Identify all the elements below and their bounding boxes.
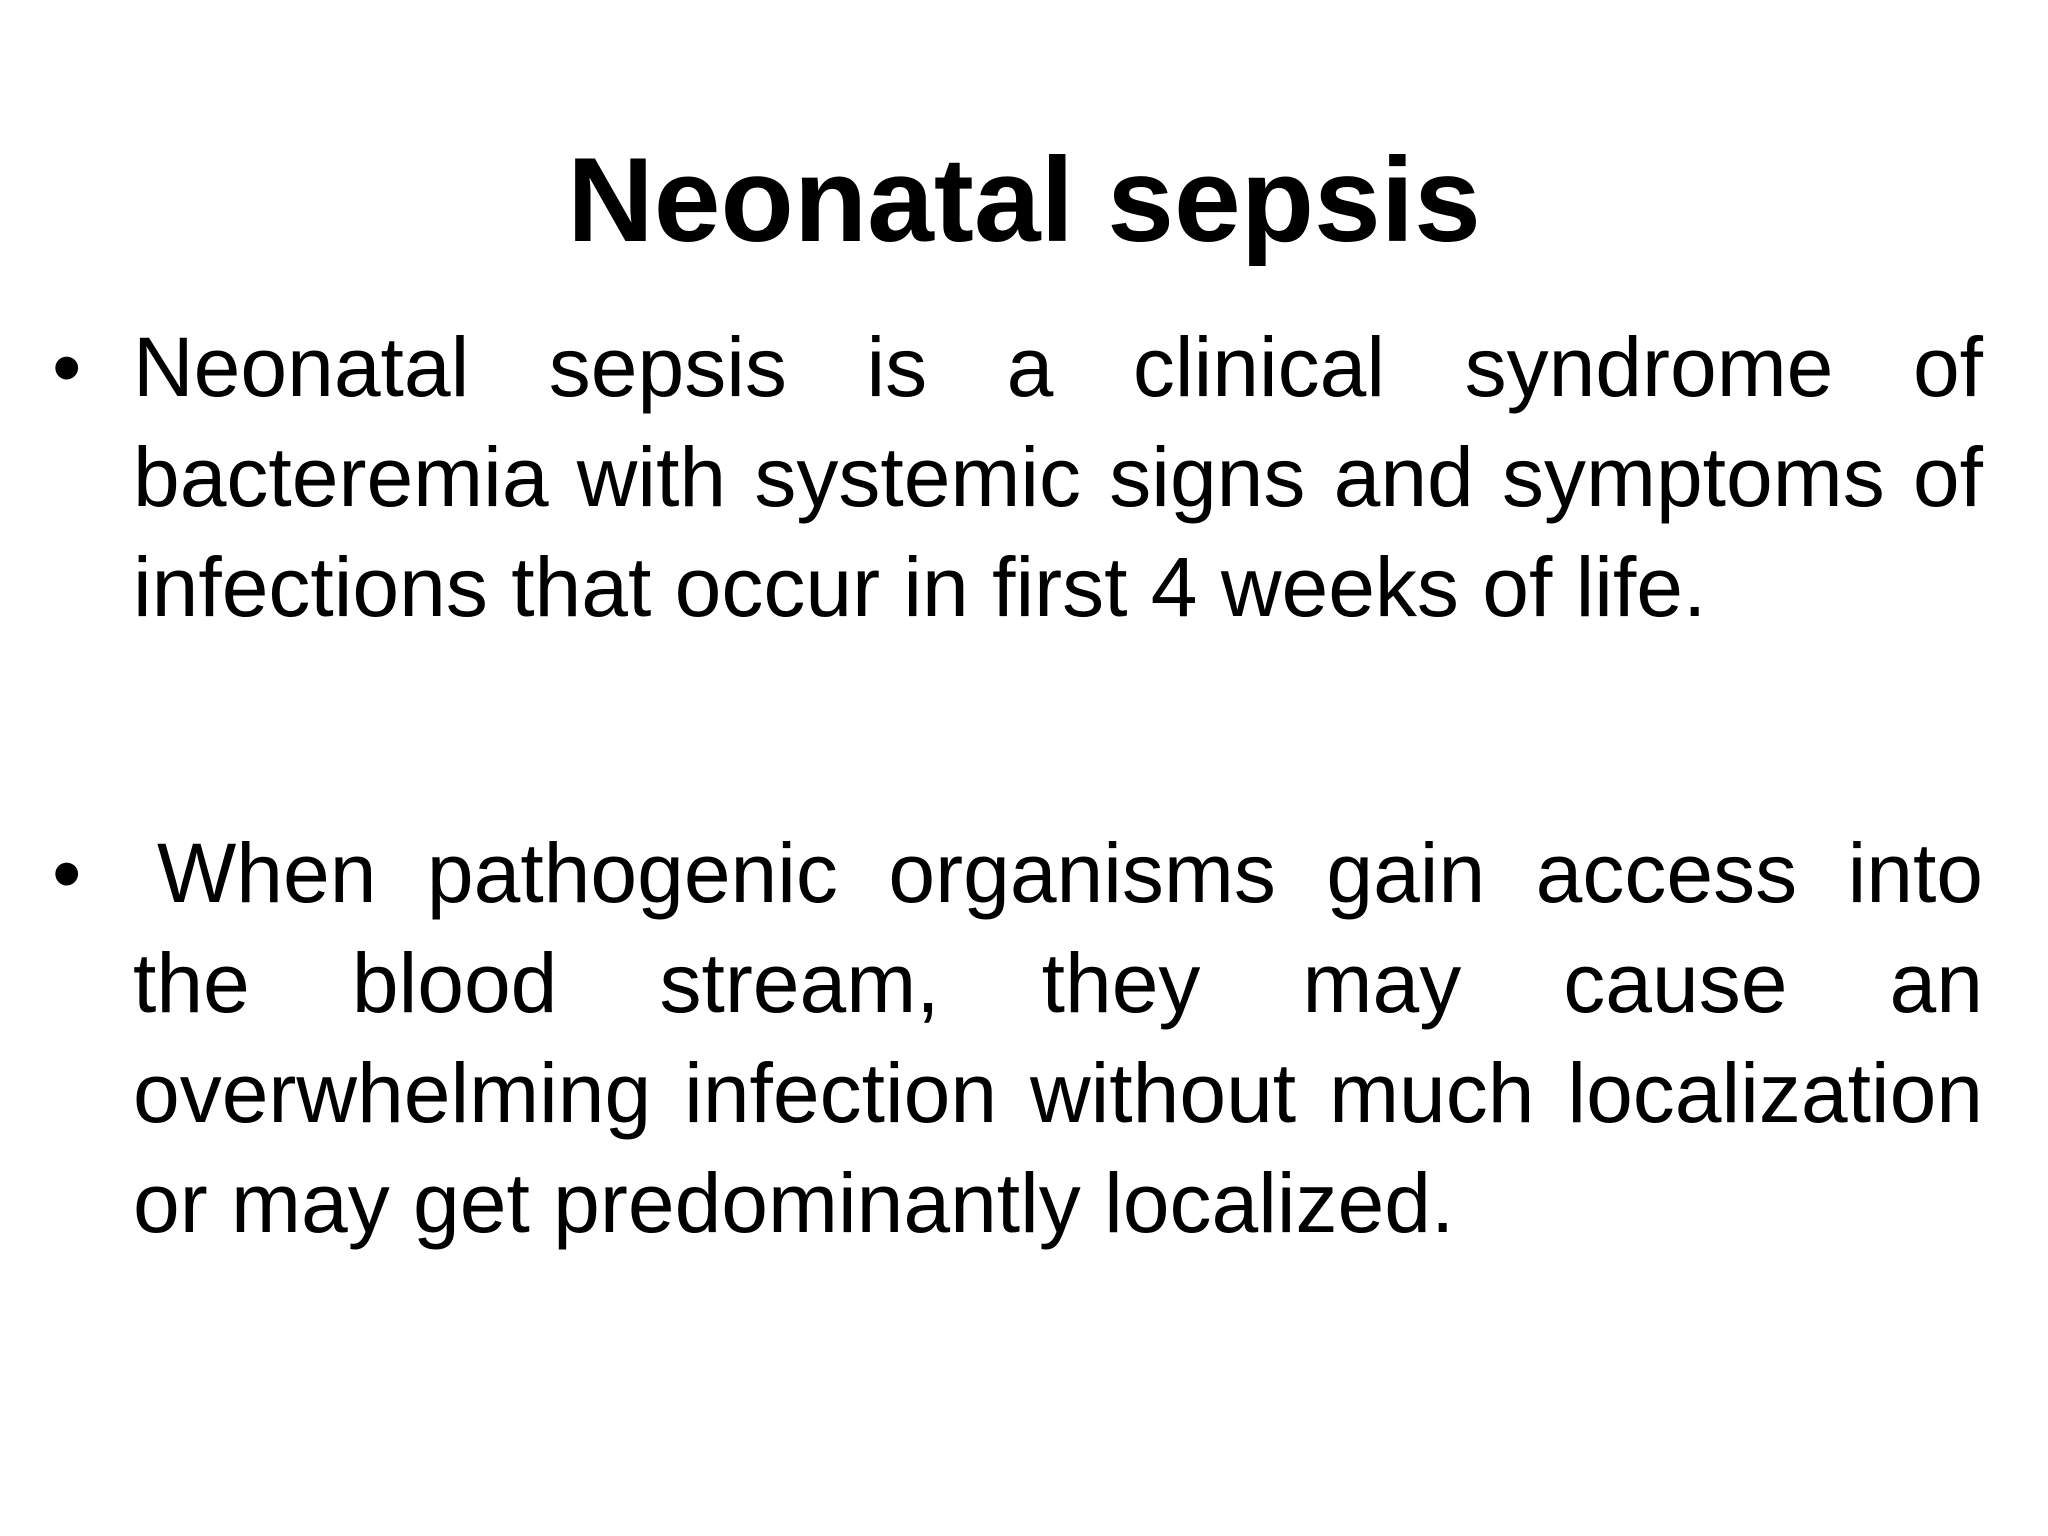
bullet-text: Neonatal sepsis is a clinical syndrome of bacteremia with systemic signs and symptoms of infections that occur in first 4 weeks of life. [133,320,1983,634]
slide-title: Neonatal sepsis [567,133,1481,267]
bullet-text: When pathogenic organisms gain access into the blood stream, they may cause an overwhelming infection without much localization or may get predominantly localized. [133,826,1983,1250]
bullet-marker: • [52,320,82,414]
bullet-marker: • [52,826,82,920]
